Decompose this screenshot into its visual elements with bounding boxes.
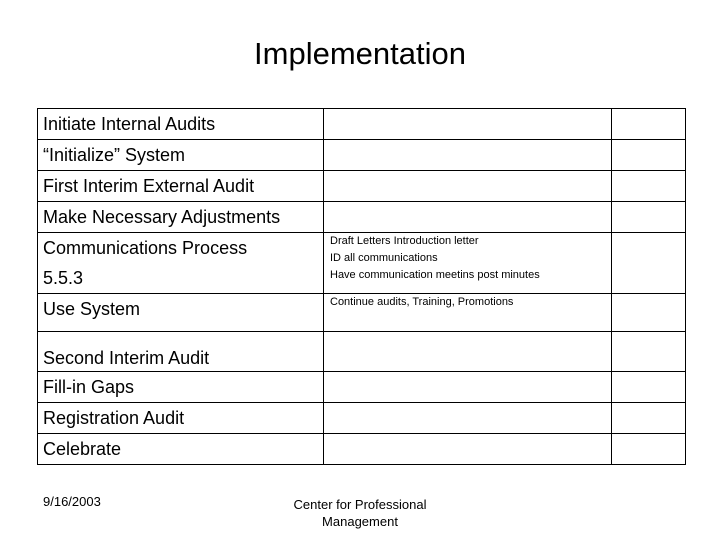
- notes-cell: [324, 294, 612, 332]
- task-cell: [38, 140, 324, 171]
- task-label: Celebrate: [43, 439, 122, 459]
- task-label: Communications Process: [43, 238, 248, 258]
- notes-cell: [324, 434, 612, 465]
- task-cell: [38, 294, 324, 332]
- notes-cell: [324, 171, 612, 202]
- table-row: [38, 372, 686, 403]
- task-label: First Interim External Audit: [43, 176, 255, 196]
- table-row: [38, 233, 686, 294]
- notes-cell: [324, 109, 612, 140]
- status-cell: [612, 140, 686, 171]
- notes-cell: [324, 233, 612, 294]
- status-cell: [612, 233, 686, 294]
- footer-date: 9/16/2003: [43, 494, 101, 509]
- task-label-continued: 5.5.3: [43, 268, 84, 288]
- note-line: Continue audits, Training, Promotions: [330, 296, 514, 308]
- table-row: [38, 332, 686, 372]
- task-cell: [38, 434, 324, 465]
- task-label: Fill-in Gaps: [43, 377, 135, 397]
- task-cell: [38, 372, 324, 403]
- footer-organization-line: Center for Professional: [293, 497, 427, 512]
- table-row: [38, 202, 686, 233]
- footer-organization: [260, 496, 460, 530]
- notes-cell: [324, 403, 612, 434]
- task-label: Use System: [43, 299, 141, 319]
- status-cell: [612, 171, 686, 202]
- task-cell: [38, 403, 324, 434]
- status-cell: [612, 434, 686, 465]
- note-line: ID all communications: [330, 252, 438, 264]
- note-line: Draft Letters Introduction letter: [330, 235, 479, 247]
- task-cell: [38, 171, 324, 202]
- task-cell: [38, 332, 324, 372]
- status-cell: [612, 403, 686, 434]
- task-label: Second Interim Audit: [43, 348, 210, 368]
- status-cell: [612, 202, 686, 233]
- notes-cell: [324, 332, 612, 372]
- status-cell: [612, 332, 686, 372]
- table-row: [38, 434, 686, 465]
- task-label: Initiate Internal Audits: [43, 114, 216, 134]
- task-label: Registration Audit: [43, 408, 185, 428]
- status-cell: [612, 294, 686, 332]
- status-cell: [612, 372, 686, 403]
- note-line: Have communication meetins post minutes: [330, 269, 540, 281]
- task-cell: [38, 109, 324, 140]
- table-row: [38, 294, 686, 332]
- table-row: [38, 403, 686, 434]
- notes-cell: [324, 202, 612, 233]
- notes-cell: [324, 140, 612, 171]
- task-label: Make Necessary Adjustments: [43, 207, 281, 227]
- implementation-table: [37, 108, 686, 465]
- table-row: [38, 171, 686, 202]
- task-label: “Initialize” System: [43, 145, 186, 165]
- table-row: [38, 140, 686, 171]
- footer-organization-line: Management: [322, 514, 398, 529]
- task-cell: [38, 233, 324, 294]
- notes-cell: [324, 372, 612, 403]
- slide-title: Implementation: [254, 36, 466, 71]
- table-row: [38, 109, 686, 140]
- status-cell: [612, 109, 686, 140]
- task-cell: [38, 202, 324, 233]
